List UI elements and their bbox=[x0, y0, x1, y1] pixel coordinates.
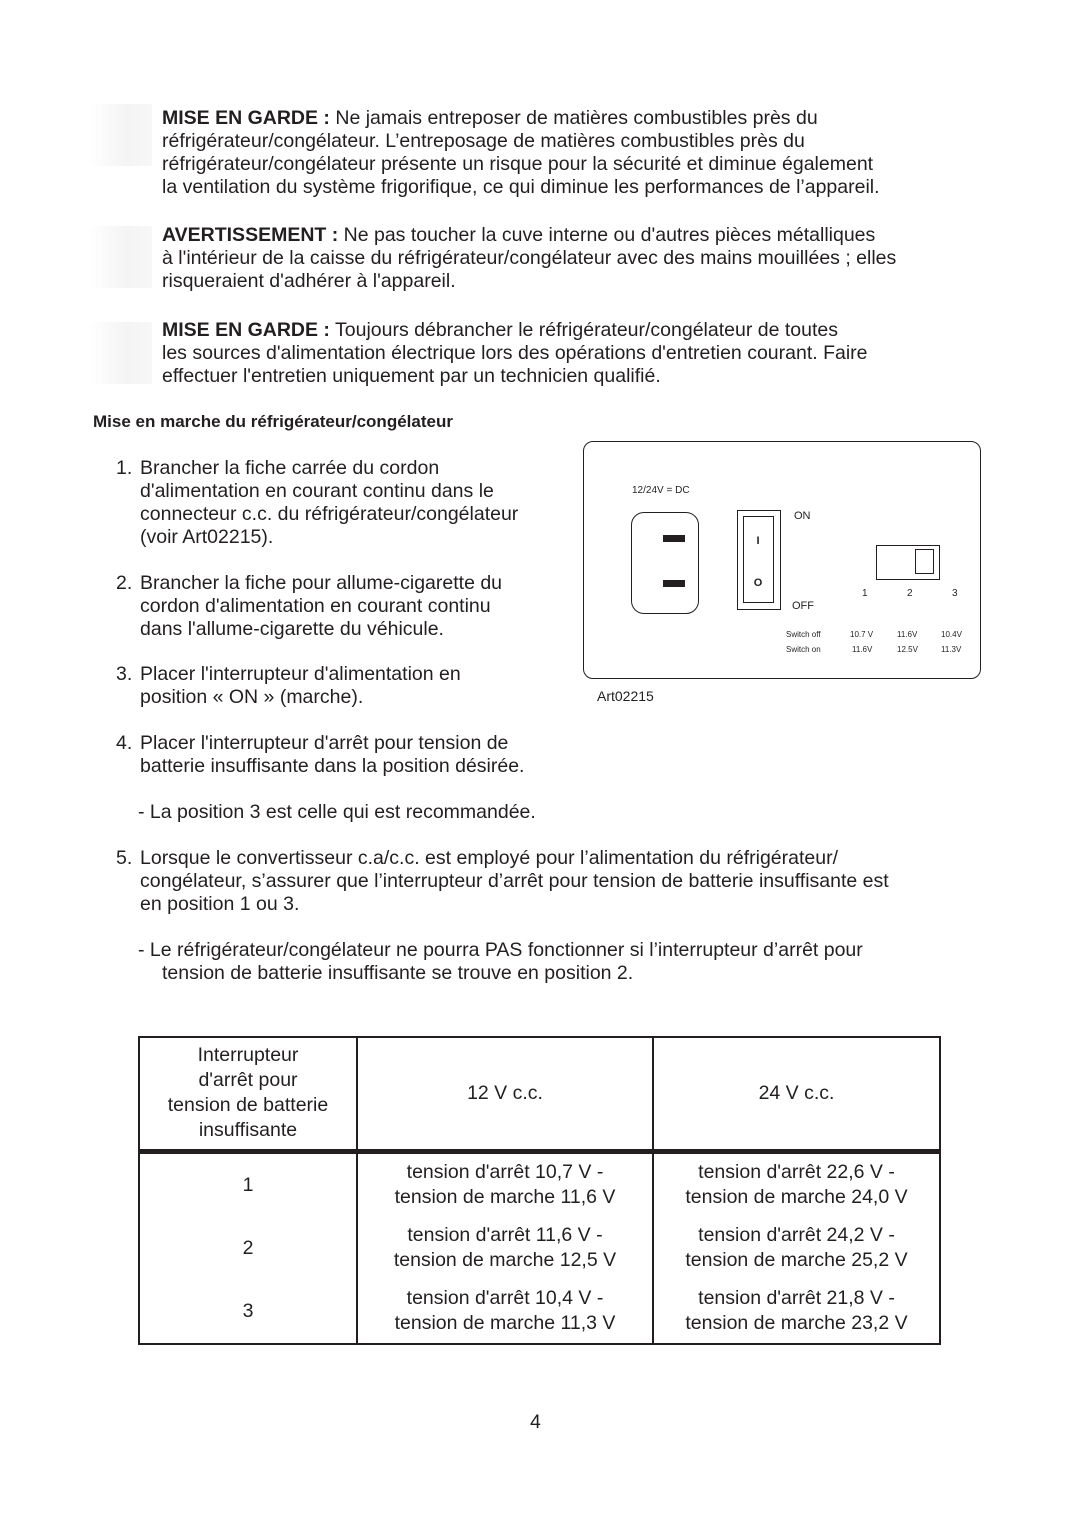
position2-note bbox=[138, 939, 998, 985]
step-text: connecteur c.c. du réfrigérateur/congélateur bbox=[140, 503, 519, 525]
list-item bbox=[116, 663, 576, 709]
restart-voltage: tension de marche 11,6 V bbox=[394, 1186, 616, 1208]
position-label: 1 bbox=[862, 588, 868, 599]
voltage-pair bbox=[654, 1154, 939, 1217]
voltage-pair bbox=[358, 1280, 652, 1343]
step-text: dans l'allume-cigarette du véhicule. bbox=[140, 618, 444, 640]
warning-text: Ne pas toucher la cuve interne ou d'autres pièces métalliques bbox=[338, 224, 876, 246]
slider-knob bbox=[915, 549, 934, 574]
switch-i-label: I bbox=[756, 535, 760, 547]
socket-pin-icon bbox=[663, 535, 685, 542]
switch-on-label: Switch on bbox=[786, 645, 821, 654]
battery-cutoff-switch-icon bbox=[876, 545, 940, 580]
warning-text: réfrigérateur/congélateur présente un risque pour la sécurité et diminue également bbox=[162, 153, 874, 175]
restart-voltage: tension de marche 24,0 V bbox=[685, 1186, 908, 1208]
voltage-pair bbox=[654, 1217, 939, 1280]
step-text: en position 1 ou 3. bbox=[140, 893, 300, 915]
warning-mark bbox=[88, 322, 152, 384]
restart-voltage: tension de marche 25,2 V bbox=[685, 1249, 908, 1271]
voltage-pair bbox=[358, 1217, 652, 1280]
switch-off-value: 10.7 V bbox=[850, 630, 874, 639]
step-number: 1. bbox=[116, 457, 133, 479]
warning-block bbox=[162, 224, 1002, 293]
step-text: congélateur, s’assurer que l’interrupteur d’arrêt pour tension de batterie insuffisante est bbox=[140, 870, 889, 892]
warning-mark bbox=[88, 104, 152, 166]
step-text: Placer l'interrupteur d'alimentation en bbox=[140, 663, 461, 685]
switch-o-label: O bbox=[753, 577, 763, 589]
header-text: Interrupteur bbox=[197, 1044, 299, 1067]
restart-voltage: tension de marche 23,2 V bbox=[685, 1312, 908, 1334]
header-text: insuffisante bbox=[198, 1119, 298, 1142]
restart-voltage: tension de marche 12,5 V bbox=[393, 1249, 617, 1271]
step-text: batterie insuffisante dans la position désirée. bbox=[140, 755, 525, 777]
step-number: 2. bbox=[116, 572, 133, 594]
cutoff-voltage: tension d'arrêt 24,2 V - bbox=[698, 1224, 895, 1246]
cutoff-voltage: tension d'arrêt 11,6 V - bbox=[407, 1224, 603, 1246]
recommended-note: - La position 3 est celle qui est recommandée. bbox=[138, 801, 536, 823]
step-text: cordon d'alimentation en courant continu bbox=[140, 595, 491, 617]
page-number: 4 bbox=[530, 1411, 541, 1433]
voltage-table bbox=[138, 1036, 941, 1345]
step-text: Lorsque le convertisseur c.a/c.c. est employé pour l’alimentation du réfrigérateur/ bbox=[140, 847, 839, 869]
warning-text: les sources d'alimentation électrique lors des opérations d'entretien courant. Faire bbox=[162, 342, 868, 364]
switch-on-value: 12.5V bbox=[897, 645, 918, 654]
position-value: 1 bbox=[242, 1173, 254, 1196]
warning-text: risqueraient d'adhérer à l'appareil. bbox=[162, 270, 456, 292]
position-value: 2 bbox=[242, 1236, 254, 1259]
section-heading: Mise en marche du réfrigérateur/congélateur bbox=[93, 412, 453, 431]
table-header-cell bbox=[139, 1037, 357, 1151]
table-cell bbox=[653, 1151, 940, 1344]
header-text: tension de batterie bbox=[167, 1094, 329, 1117]
position-value: 3 bbox=[242, 1299, 254, 1322]
cutoff-voltage: tension d'arrêt 10,4 V - bbox=[406, 1287, 604, 1309]
warning-label: MISE EN GARDE : bbox=[162, 319, 330, 341]
warning-text: réfrigérateur/congélateur. L’entreposage de matières combustibles près du bbox=[162, 130, 805, 152]
warning-block bbox=[162, 107, 992, 199]
position-label: 2 bbox=[907, 588, 913, 599]
step-text: Brancher la fiche carrée du cordon bbox=[140, 457, 440, 479]
step-text: Placer l'interrupteur d'arrêt pour tension de bbox=[140, 732, 509, 754]
warning-text: Ne jamais entreposer de matières combustibles près du bbox=[329, 107, 818, 129]
cutoff-voltage: tension d'arrêt 22,6 V - bbox=[698, 1161, 895, 1183]
dc-socket-icon bbox=[631, 512, 699, 614]
step-number: 5. bbox=[116, 847, 133, 869]
switch-off-value: 11.6V bbox=[897, 630, 918, 639]
table-header-cell: 24 V c.c. bbox=[653, 1037, 940, 1151]
step-text: (voir Art02215). bbox=[140, 526, 274, 548]
table-row bbox=[139, 1151, 940, 1344]
diagram-caption: Art02215 bbox=[597, 688, 654, 704]
socket-pin-icon bbox=[663, 580, 685, 587]
table-header-row bbox=[139, 1037, 940, 1151]
step-number: 3. bbox=[116, 663, 133, 685]
table-cell bbox=[357, 1151, 653, 1344]
switch-on-value: 11.3V bbox=[941, 645, 962, 654]
warning-label: AVERTISSEMENT : bbox=[162, 224, 339, 246]
warning-text: à l'intérieur de la caisse du réfrigérateur/congélateur avec des mains mouillées ; elles bbox=[162, 247, 897, 269]
cutoff-voltage: tension d'arrêt 10,7 V - bbox=[406, 1161, 604, 1183]
on-label: ON bbox=[794, 510, 811, 522]
note-text: - Le réfrigérateur/congélateur ne pourra PAS fonctionner si l’interrupteur d’arrêt pour bbox=[138, 939, 863, 961]
switch-on-value: 11.6V bbox=[852, 645, 873, 654]
switch-off-value: 10.4V bbox=[941, 630, 962, 639]
warning-mark bbox=[88, 226, 152, 288]
note-text: tension de batterie insuffisante se trouve en position 2. bbox=[162, 962, 634, 984]
switch-rocker bbox=[743, 516, 774, 603]
dc-label: 12/24V = DC bbox=[632, 485, 690, 496]
step-text: position « ON » (marche). bbox=[140, 686, 364, 708]
list-item bbox=[116, 732, 576, 778]
warning-text: Toujours débrancher le réfrigérateur/congélateur de toutes bbox=[329, 319, 838, 341]
list-item bbox=[116, 572, 576, 641]
warning-label: MISE EN GARDE : bbox=[162, 107, 330, 129]
step-number: 4. bbox=[116, 732, 133, 754]
control-panel-diagram bbox=[583, 441, 981, 679]
cutoff-voltage: tension d'arrêt 21,8 V - bbox=[698, 1287, 895, 1309]
warning-text: la ventilation du système frigorifique, ce qui diminue les performances de l’appareil. bbox=[162, 176, 880, 198]
warning-block bbox=[162, 319, 992, 388]
table-header-cell: 12 V c.c. bbox=[357, 1037, 653, 1151]
off-label: OFF bbox=[792, 600, 814, 612]
list-item bbox=[116, 847, 996, 916]
list-item bbox=[116, 457, 576, 549]
warning-text: effectuer l'entretien uniquement par un technicien qualifié. bbox=[162, 365, 661, 387]
voltage-pair bbox=[358, 1154, 652, 1217]
table-cell bbox=[139, 1151, 357, 1344]
voltage-pair bbox=[654, 1280, 939, 1343]
step-text: d'alimentation en courant continu dans le bbox=[140, 480, 494, 502]
restart-voltage: tension de marche 11,3 V bbox=[394, 1312, 616, 1334]
header-text: d'arrêt pour bbox=[198, 1069, 298, 1092]
step-text: Brancher la fiche pour allume-cigarette du bbox=[140, 572, 503, 594]
power-switch-icon bbox=[737, 510, 781, 610]
position-label: 3 bbox=[952, 588, 958, 599]
switch-off-label: Switch off bbox=[786, 630, 821, 639]
